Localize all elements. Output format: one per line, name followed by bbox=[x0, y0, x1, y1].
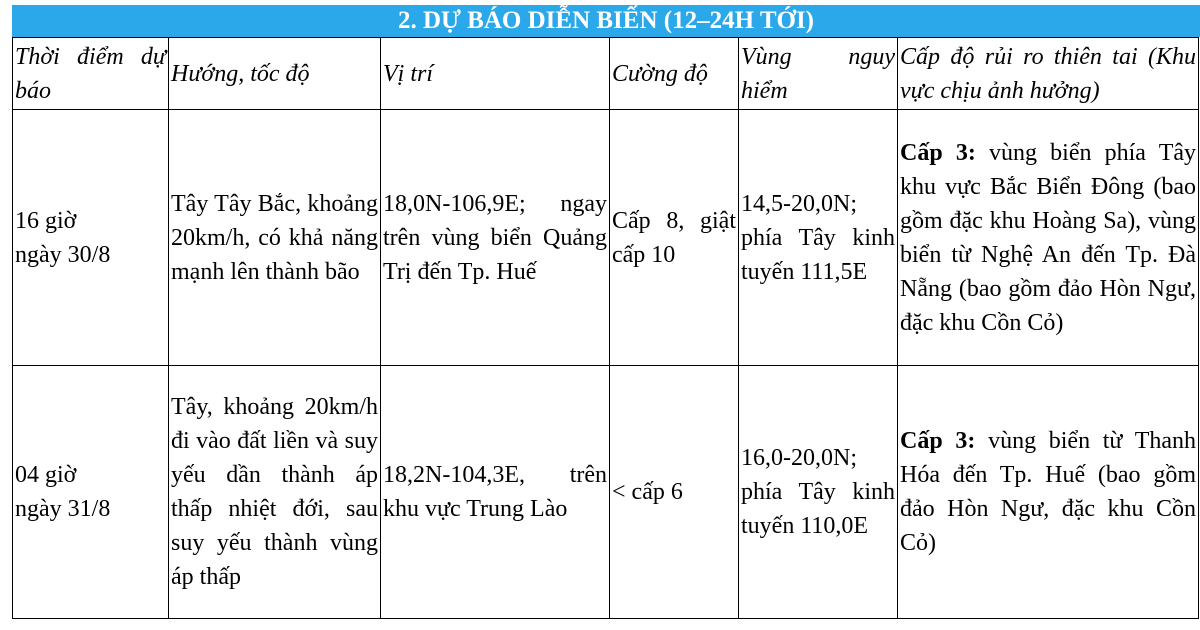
time-date: ngày 30/8 bbox=[15, 241, 111, 268]
risk-level: Cấp 3: bbox=[900, 139, 976, 166]
header-intensity: Cường độ bbox=[610, 38, 739, 110]
cell-position: 18,2N-104,3E, trên khu vực Trung Lào bbox=[381, 366, 610, 619]
table-row bbox=[13, 110, 1199, 366]
time-hour: 04 giờ bbox=[15, 462, 77, 488]
header-danger-zone: Vùng nguy hiểm bbox=[739, 38, 898, 110]
table-header-row bbox=[13, 38, 1199, 110]
header-time: Thời điểm dự báo bbox=[13, 38, 169, 110]
time-date: ngày 31/8 bbox=[15, 496, 111, 522]
cell-time bbox=[13, 110, 169, 366]
cell-position: 18,0N-106,9E; ngay trên vùng biển Quảng Trị đến Tp. Huế bbox=[381, 110, 610, 366]
cell-direction: Tây, khoảng 20km/h đi vào đất liền và suy yếu dần thành áp thấp nhiệt đới, sau suy yếu thành vùng áp thấp bbox=[169, 366, 381, 619]
header-position: Vị trí bbox=[381, 38, 610, 110]
cell-intensity: < cấp 6 bbox=[610, 366, 739, 619]
header-direction: Hướng, tốc độ bbox=[169, 38, 381, 110]
risk-level: Cấp 3: bbox=[900, 428, 976, 454]
time-hour: 16 giờ bbox=[15, 207, 77, 234]
cell-risk bbox=[898, 110, 1199, 366]
forecast-table bbox=[12, 37, 1199, 619]
cell-time bbox=[13, 366, 169, 619]
risk-text: vùng biển phía Tây khu vực Bắc Biển Đông (bao gồm đặc khu Hoàng Sa), vùng biển từ Nghệ An đến Tp. Đà Nẵng (bao gồm đảo Hòn Ngư, đặc khu Cồn Cỏ) bbox=[900, 139, 1197, 336]
cell-danger-zone: 16,0-20,0N; phía Tây kinh tuyến 110,0E bbox=[739, 366, 898, 619]
cell-danger-zone: 14,5-20,0N; phía Tây kinh tuyến 111,5E bbox=[739, 110, 898, 366]
header-risk: Cấp độ rủi ro thiên tai (Khu vực chịu ảnh hưởng) bbox=[898, 38, 1199, 110]
cell-direction: Tây Tây Bắc, khoảng 20km/h, có khả năng mạnh lên thành bão bbox=[169, 110, 381, 366]
table-row bbox=[13, 366, 1199, 619]
section-title: 2. DỰ BÁO DIỄN BIẾN (12–24H TỚI) bbox=[12, 5, 1200, 37]
cell-risk bbox=[898, 366, 1199, 619]
cell-intensity: Cấp 8, giật cấp 10 bbox=[610, 110, 739, 366]
risk-text: vùng biển từ Thanh Hóa đến Tp. Huế (bao gồm đảo Hòn Ngư, đặc khu Cồn Cỏ) bbox=[900, 428, 1197, 556]
